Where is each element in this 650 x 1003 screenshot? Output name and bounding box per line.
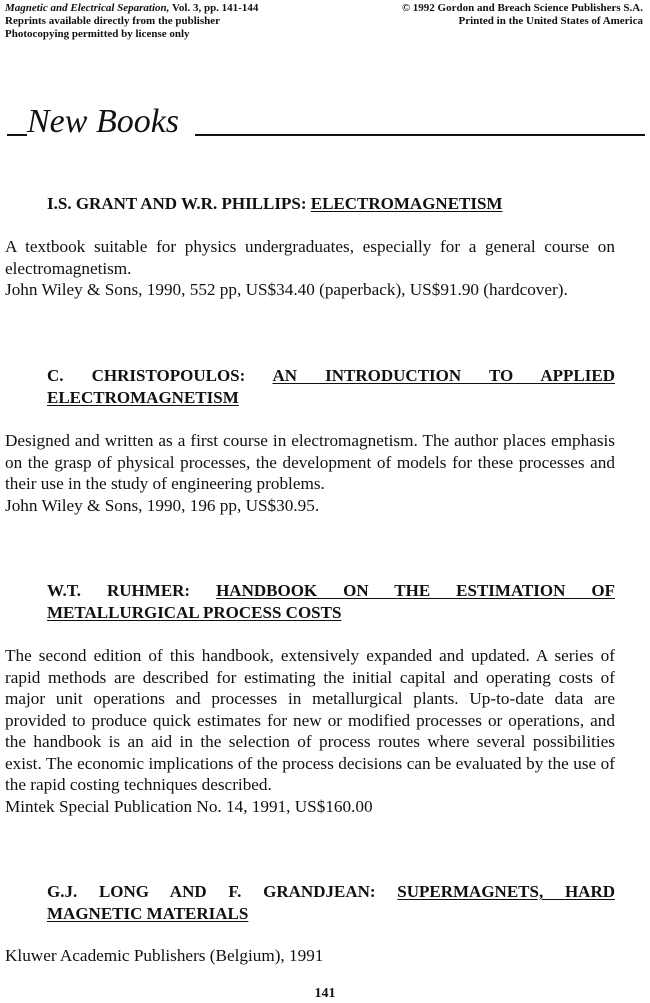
heading-lead-rule (7, 134, 27, 136)
book-entry-2-body (5, 430, 615, 516)
book-authors: G.J. LONG AND F. GRANDJEAN: (47, 882, 376, 901)
journal-citation (5, 2, 258, 15)
book-heading-2 (47, 365, 615, 387)
book-title-line-2: ELECTROMAGNETISM (47, 388, 239, 407)
book-description: The second edition of this handbook, extensively expanded and updated. A series of rapid methods are described for estimating the initial capital and operating costs of major unit operations and processes in metallurgical plants. Up-to-date data are provided to produce quick estimates for new or modified processes or operations, and the handbook is an aid in the selection of process routes where several possibilities exist. The economic implications of the process decisions can be evaluated by the use of the rapid costing techniques described. (5, 646, 615, 794)
book-entry-1-body (5, 236, 615, 301)
book-title-line-1: AN INTRODUCTION TO APPLIED (272, 366, 615, 385)
section-title: New Books (27, 103, 180, 140)
copyright-note: © 1992 Gordon and Breach Science Publishers S.A. (401, 2, 643, 14)
book-heading-4-cont (47, 903, 615, 925)
book-heading-3-cont (47, 602, 615, 624)
book-publication: John Wiley & Sons, 1990, 552 pp, US$34.40 (paperback), US$91.90 (hardcover). (5, 280, 568, 299)
book-publication: John Wiley & Sons, 1990, 196 pp, US$30.95. (5, 495, 320, 515)
volume-pages: Vol. 3, pp. 141-144 (169, 2, 259, 14)
book-entry-3-body (5, 645, 615, 817)
book-publication: Mintek Special Publication No. 14, 1991, US$160.00 (5, 796, 373, 816)
book-description: A textbook suitable for physics undergraduates, especially for a general course on electromagnetism. (5, 237, 615, 278)
section-heading (7, 104, 647, 144)
book-heading-3 (47, 580, 615, 602)
book-description: Designed and written as a first course in electromagnetism. The author places emphasis on the grasp of physical processes, the development of models for these processes and their use in the study of engineering problems. (5, 431, 615, 493)
book-title-line-1: SUPERMAGNETS, HARD (397, 882, 615, 901)
book-title-line-2: MAGNETIC MATERIALS (47, 904, 249, 923)
book-heading-1 (47, 193, 615, 215)
running-header-left (5, 2, 258, 41)
book-entry-4-body (5, 945, 615, 967)
book-authors: W.T. RUHMER: (47, 581, 191, 600)
book-heading-4 (47, 881, 615, 903)
printed-note: Printed in the United States of America (458, 15, 643, 27)
journal-name: Magnetic and Electrical Separation, (5, 2, 170, 14)
book-title-line-1: HANDBOOK ON THE ESTIMATION OF (216, 581, 616, 600)
running-header-right (402, 2, 643, 28)
reprints-note: Reprints available directly from the publisher (5, 15, 221, 27)
page-number: 141 (314, 986, 336, 1001)
book-title-line-2: METALLURGICAL PROCESS COSTS (47, 603, 342, 622)
book-authors: C. CHRISTOPOULOS: (47, 366, 246, 385)
book-publication: Kluwer Academic Publishers (Belgium), 1991 (5, 946, 324, 965)
book-title: ELECTROMAGNETISM (310, 194, 503, 213)
book-authors: I.S. GRANT AND W.R. PHILLIPS: (47, 194, 307, 213)
book-heading-2-cont (47, 387, 615, 409)
photocopying-note: Photocopying permitted by license only (5, 28, 190, 40)
heading-trail-rule (195, 134, 645, 136)
